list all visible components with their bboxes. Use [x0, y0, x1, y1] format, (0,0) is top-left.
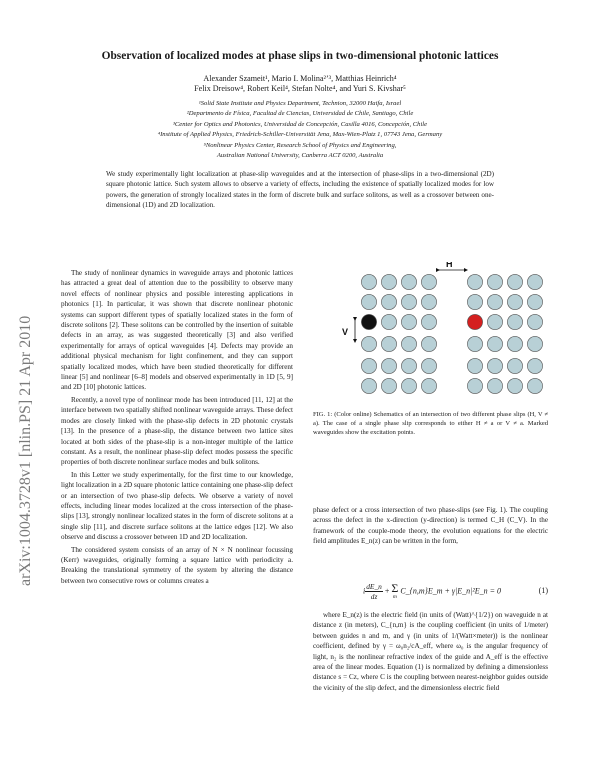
eq-denominator: dz: [370, 592, 378, 601]
equation-number: (1): [538, 586, 548, 595]
waveguide: [401, 358, 416, 373]
waveguide: [401, 314, 416, 329]
eq-sum-symbol: Σ: [391, 581, 399, 595]
waveguide: [487, 378, 502, 393]
waveguide: [381, 314, 396, 329]
right-column-top: [313, 505, 548, 547]
waveguide: [467, 336, 482, 351]
waveguide: [487, 314, 502, 329]
figure-1-caption: FIG. 1: (Color online) Schematics of an intersection of two different phase slips (H, V ≠ a). The case of a single phase slip corresponds to either H ≠ a or V ≠ a. Marked waveguides show the excitation points.: [313, 411, 548, 437]
equation-body: [363, 582, 501, 601]
paragraph: phase defect or a cross intersection of two phase-slips (see Fig. 1). The coupling across the defect in the x-direction (y-direction) is termed C_H (C_V). In the framework of the couple-mode theory, the evolution equations for the electric field amplitudes E_n(z) can be written in the form,: [313, 506, 548, 546]
waveguide: [381, 336, 396, 351]
paragraph: In this Letter we study experimentally, for the first time to our knowledge, light localization in a 2D square photonic lattice containing one phase-slip defect or an intersection of two phase-slip defects. We observe a variety of novel effects, including linear modes localized at the cross intersection of the phase-slips [13], strongly nonlinear localized states in the form of discrete solitons at a single slip [11], and discrete surface solitons at the lattice edges [12]. We also observe and discuss a crossover between 1D and 2D localization.: [61, 470, 293, 542]
author-line-1: Alexander Szameit¹, Mario I. Molina²ʼ³, Matthias Heinrich⁴: [203, 74, 397, 83]
waveguide: [527, 274, 542, 289]
excited-waveguide-right: [467, 314, 482, 329]
waveguide: [527, 336, 542, 351]
waveguide: [401, 378, 416, 393]
affiliation-list: [52, 99, 548, 161]
waveguide: [507, 358, 522, 373]
author-line-2: Felix Dreisow⁴, Robert Keil⁴, Stefan Nolte⁴, and Yuri S. Kivshar⁵: [194, 84, 406, 93]
waveguide: [361, 294, 376, 309]
paragraph: The study of nonlinear dynamics in waveguide arrays and photonic lattices has attracted a great deal of attention due to the possibility to observe many novel effects of nonlinear physics and possible interesting applications in photonics [1]. In particular, it was shown that discrete nonlinear photonic systems can support different types of spatially localized states in the form of discrete solitons [2]. These solitons can be controlled by the insertion of suitable defects in an array, as was suggested theoretically [3] and also verified experimentally for arrays of optical waveguides [4]. Defects may provide an additional physical mechanism for light confinement, and they can support spatially localized modes, which have been studied theoretically for different linear [5] and nonlinear [6–8] models and observed experimentally in 1D [5, 9] and 2D [10] photonic lattices.: [61, 269, 293, 392]
eq-terms: C_{n,m}E_m + γ|E_n|²E_n = 0: [400, 586, 502, 596]
left-column: [61, 268, 293, 588]
waveguide: [381, 358, 396, 373]
waveguide: [421, 336, 436, 351]
waveguide-grid: [361, 274, 542, 393]
waveguide: [527, 314, 542, 329]
waveguide: [507, 336, 522, 351]
waveguide: [487, 294, 502, 309]
arxiv-id-text: arXiv:1004.3728v1 [nlin.PS] 21 Apr 2010: [17, 315, 34, 586]
equation-1: [313, 580, 548, 604]
lattice-diagram: [316, 262, 548, 402]
eq-numerator: dE_n: [366, 582, 382, 591]
affiliation-2: ²Departmento de Física, Facultad de Ciencias, Universidad de Chile, Santiago, Chile: [186, 110, 414, 118]
eq-plus: +: [382, 586, 392, 596]
waveguide: [507, 378, 522, 393]
waveguide: [487, 358, 502, 373]
waveguide: [527, 378, 542, 393]
author-list: [60, 74, 540, 94]
waveguide: [421, 358, 436, 373]
arxiv-identifier-stamp: [2, 170, 46, 590]
v-gap-label: V: [342, 327, 349, 337]
waveguide: [381, 274, 396, 289]
waveguide: [381, 378, 396, 393]
waveguide: [467, 274, 482, 289]
waveguide: [467, 294, 482, 309]
waveguide: [401, 294, 416, 309]
affiliation-5b: Australian National University, Canberra ACT 0200, Australia: [216, 152, 384, 160]
waveguide: [507, 294, 522, 309]
waveguide: [381, 294, 396, 309]
paragraph: where E_n(z) is the electric field (in units of (Watt)^{1/2}) on waveguide n at distance z (in meters), C_{n,m} is the coupling coefficient (in units of 1/meter) between guides n and m, and γ (in units of 1/(Watt×meter)) is the nonlinear coefficient, defined by γ = ω₀n₂/cA_eff, where ω₀ is the angular frequency of light, n₂ is the nonlinear refractive index of the guide and A_eff is the effective area of the linear modes. Equation (1) is normalized by defining a dimensionless distance s = Cz, where C is the coupling between nearest-neighbor guides outside the vicinity of the slip defect, and the dimensionless electric field: [313, 611, 548, 692]
right-column-bottom: [313, 610, 548, 693]
eq-derivative: [365, 582, 383, 601]
affiliation-3: ³Center for Optics and Photonics, Universidad de Concepción, Casilla 4016, Concepción, Chile: [172, 120, 428, 128]
waveguide: [467, 378, 482, 393]
figure-1-lattice-schematic: [316, 262, 548, 402]
affiliation-1: ¹Solid State Institute and Physics Department, Technion, 32000 Haifa, Israel: [198, 100, 402, 107]
paper-title: Observation of localized modes at phase slips in two-dimensional photonic lattices: [101, 50, 499, 62]
abstract: We study experimentally light localization at phase-slip waveguides and at the intersection of phase-slips in a two-dimensional (2D) square photonic lattice. Such system allows to observe a variety of effects, including the existence of spatially localized modes for low powers, the generation of strongly localized states in the form of discrete bulk and surface solitons, as well as a crossover between one-dimensional (1D) and 2D localization.: [106, 170, 494, 209]
waveguide: [421, 314, 436, 329]
waveguide: [401, 336, 416, 351]
eq-sum: [391, 583, 398, 600]
waveguide: [401, 274, 416, 289]
h-gap-label: H: [446, 262, 453, 269]
eq-sum-index: m: [392, 594, 397, 600]
affiliation-5: ⁵Nonlinear Physics Center, Research School of Physics and Engineering,: [203, 141, 397, 149]
waveguide: [421, 378, 436, 393]
affiliation-4: ⁴Institute of Applied Physics, Friedrich-Schiller-Universität Jena, Max-Wien-Platz 1, 07743 Jena, Germany: [157, 131, 443, 139]
waveguide: [487, 336, 502, 351]
waveguide: [507, 274, 522, 289]
waveguide: [527, 358, 542, 373]
paragraph: The considered system consists of an array of N × N nonlinear focussing (Kerr) waveguides, originally forming a square lattice with periodicity a. Breaking the translational symmetry of the system by altering the distance between two consecutive rows or columns creates a: [61, 545, 293, 585]
paragraph: Recently, a novel type of nonlinear mode has been introduced [11, 12] at the interface between two spatially shifted nonlinear waveguide arrays. These defect modes are closely linked with the phase-slip defects in 2D photonic crystals [13]. In the presence of a phase-slip, the distance between two lattice sites located at both sides of the phase-slip is a non-integer multiple of the lattice constant. As a result, the nonlinear phase-slip defect modes possess the specific properties of both discrete nonlinear surface modes and bulk solitons.: [61, 395, 293, 467]
waveguide: [421, 274, 436, 289]
waveguide: [361, 378, 376, 393]
waveguide: [361, 274, 376, 289]
waveguide: [467, 358, 482, 373]
waveguide: [487, 274, 502, 289]
waveguide: [361, 358, 376, 373]
excited-waveguide-left: [361, 314, 376, 329]
waveguide: [507, 314, 522, 329]
waveguide: [421, 294, 436, 309]
waveguide: [361, 336, 376, 351]
waveguide: [527, 294, 542, 309]
eq-i: i: [363, 586, 366, 596]
